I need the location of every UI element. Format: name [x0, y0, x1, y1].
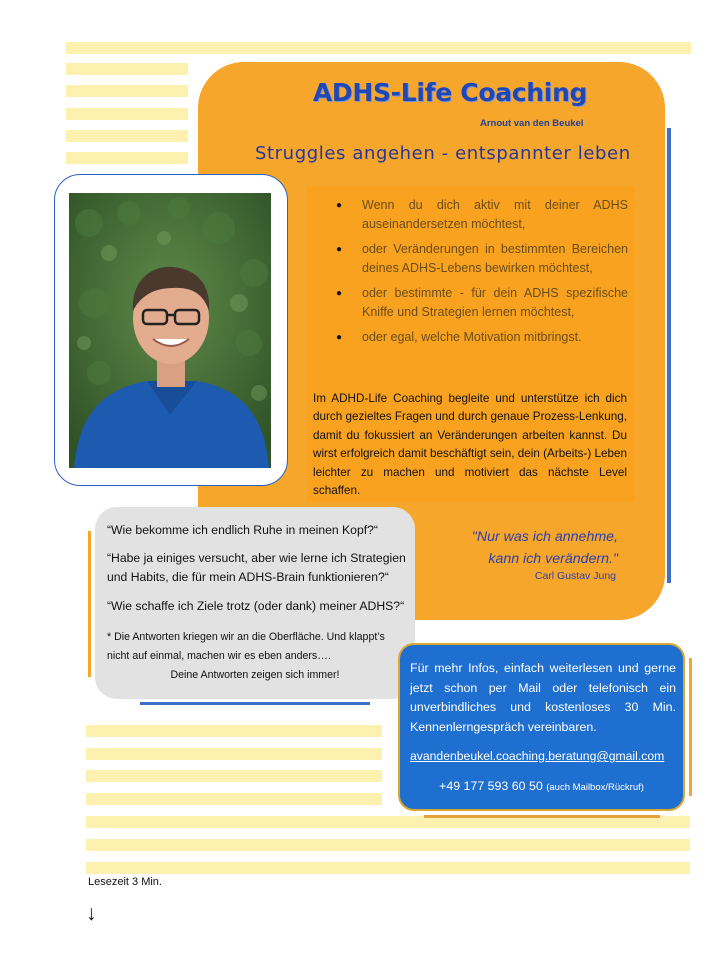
answers-footnote	[107, 628, 403, 685]
bottom-stripe-2	[86, 748, 382, 760]
footnote-closing: Deine Antworten zeigen sich immer!	[170, 669, 340, 681]
phone-note: (auch Mailbox/Rückruf)	[546, 782, 644, 793]
motto-line-2: kann ich verändern."	[488, 551, 618, 567]
contact-text: Für mehr Infos, einfach weiterlesen und gerne jetzt schon per Mail oder telefonisch ein unverbindliches und kostenloses 30 Min. Kennenlerngespräch vereinbaren.	[410, 661, 676, 734]
benefit-list	[362, 196, 628, 353]
motto-line-1: "Nur was ich annehme,	[471, 529, 618, 545]
left-stripe-1	[66, 63, 188, 75]
benefit-item: ● oder egal, welche Motivation mitbringst.	[362, 328, 628, 347]
reading-time: Lesezeit 3 Min.	[88, 876, 162, 888]
left-stripe-5	[66, 152, 188, 164]
bottom-stripe-6	[86, 839, 690, 851]
bottom-stripe-4	[86, 793, 382, 805]
right-accent-line	[667, 128, 671, 583]
page-title: ADHS-Life Coaching	[312, 78, 588, 107]
top-stripe	[66, 42, 691, 54]
questions-box	[95, 507, 415, 699]
tagline: Struggles angehen - entspannter leben	[255, 143, 631, 164]
footnote-text: * Die Antworten kriegen wir an die Oberfläche. Und klappt’s nicht auf einmal, machen wir es eben anders….	[107, 631, 385, 662]
portrait-illustration	[69, 193, 271, 468]
benefit-item: ● oder bestimmte - für dein ADHS spezifische Kniffe und Strategien lernen möchtest,	[362, 284, 628, 322]
contact-side-line	[689, 658, 692, 796]
portrait-photo	[69, 193, 271, 468]
question-1: “Wie bekomme ich endlich Ruhe in meinen Kopf?“	[107, 523, 378, 537]
contact-underline	[424, 815, 660, 818]
question-3: “Wie schaffe ich Ziele trotz (oder dank) meiner ADHS?“	[107, 599, 405, 613]
motto-author: Carl Gustav Jung	[534, 570, 616, 582]
benefits-panel	[307, 186, 635, 502]
left-stripe-3	[66, 108, 188, 120]
phone-number[interactable]	[400, 779, 683, 793]
question-2: “Habe ja einiges versucht, aber wie lerne ich Strategien und Habits, die für mein ADHS-Brain funktionieren?“	[107, 551, 406, 584]
benefit-item: ● oder Veränderungen in bestimmten Bereichen deines ADHS-Lebens bewirken möchtest,	[362, 240, 628, 278]
quote-underline	[140, 702, 370, 705]
left-stripe-2	[66, 85, 188, 97]
email-link[interactable]: avandenbeukel.coaching.beratung@gmail.com	[410, 749, 665, 763]
motto-quote	[440, 526, 618, 570]
bottom-stripe-7	[86, 862, 690, 874]
benefit-item: ● Wenn du dich aktiv mit deiner ADHS auseinandersetzen möchtest,	[362, 196, 628, 234]
coaching-intro: Im ADHD-Life Coaching begleite und unterstütze ich dich durch gezieltes Fragen und durch genaue Prozess-Lenkung, damit du fokussiert an Veränderungen arbeiten kannst. Du wirst erfolgreich damit beschäftigt sein, dein (Arbeits-) Leben leichter zu machen und motiviert das nächste Level schaffen.	[313, 392, 627, 498]
phone-value: +49 177 593 60 50	[439, 779, 543, 793]
quote-accent-line	[88, 531, 91, 677]
arrow-down-icon: ↓	[86, 902, 97, 925]
author-name: Arnout van den Beukel	[480, 118, 584, 129]
left-stripe-4	[66, 130, 188, 142]
bottom-stripe-1	[86, 725, 382, 737]
contact-box	[398, 643, 685, 811]
bottom-stripe-3	[86, 770, 382, 782]
